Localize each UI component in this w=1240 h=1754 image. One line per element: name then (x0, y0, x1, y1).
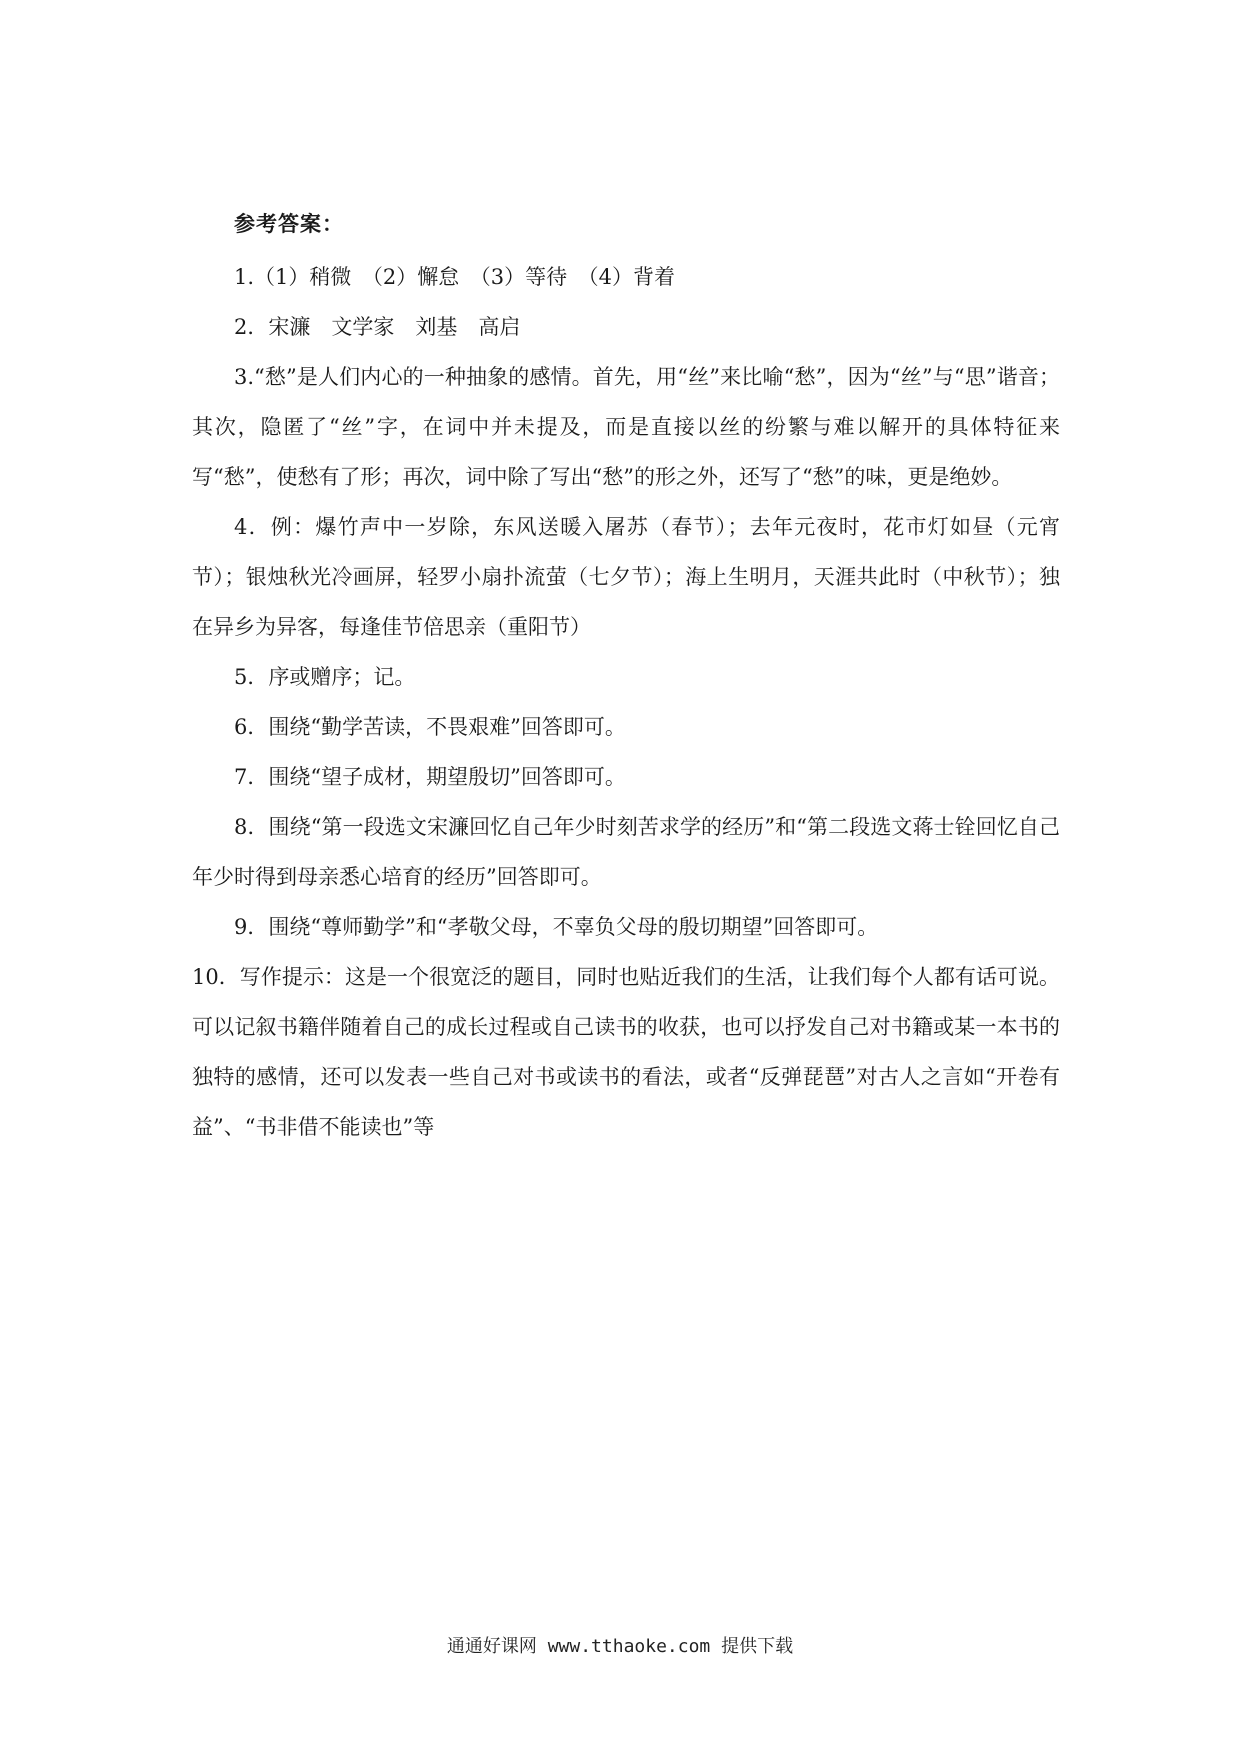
answer-heading: 参考答案： (234, 212, 344, 236)
answer-list (192, 252, 1060, 1152)
answer-item-6: 6．围绕“勤学苦读，不畏艰难”回答即可。 (234, 715, 626, 739)
answer-item-9: 9．围绕“尊师勤学”和“孝敬父母，不辜负父母的殷切期望”回答即可。 (234, 915, 879, 939)
footer-download-note: 通通好课网 www.tthaoke.com 提供下载 (446, 1636, 794, 1657)
answer-item-2: 2．宋濂 文学家 刘基 高启 (234, 315, 521, 339)
answer-item-7: 7．围绕“望子成材，期望殷切”回答即可。 (234, 765, 626, 789)
answer-item-1: 1.（1）稍微 （2）懈怠 （3）等待 （4）背着 (234, 265, 675, 289)
answer-item-8: 8．围绕“第一段选文宋濂回忆自己年少时刻苦求学的经历”和“第二段选文蒋士铨回忆自己年少时得到母亲悉心培育的经历”回答即可。 (192, 815, 1060, 889)
answer-item-4: 4．例：爆竹声中一岁除，东风送暖入屠苏（春节）；去年元夜时，花市灯如昼（元宵节）；银烛秋光冷画屏，轻罗小扇扑流萤（七夕节）；海上生明月，天涯共此时（中秋节）；独在异乡为异客，每逢佳节倍思亲（重阳节） (192, 515, 1060, 639)
answer-item-3: 3.“愁”是人们内心的一种抽象的感情。首先，用“丝”来比喻“愁”，因为“丝”与“思”谐音；其次，隐匿了“丝”字，在词中并未提及，而是直接以丝的纷繁与难以解开的具体特征来写“愁”，使愁有了形；再次，词中除了写出“愁”的形之外，还写了“愁”的味，更是绝妙。 (192, 365, 1060, 489)
answer-item-10: 10．写作提示：这是一个很宽泛的题目，同时也贴近我们的生活，让我们每个人都有话可说。可以记叙书籍伴随着自己的成长过程或自己读书的收获，也可以抒发自己对书籍或某一本书的独特的感情，还可以发表一些自己对书或读书的看法，或者“反弹琵琶”对古人之言如“开卷有益”、“书非借不能读也”等 (192, 965, 1060, 1139)
answer-item-5: 5．序或赠序；记。 (234, 665, 416, 689)
